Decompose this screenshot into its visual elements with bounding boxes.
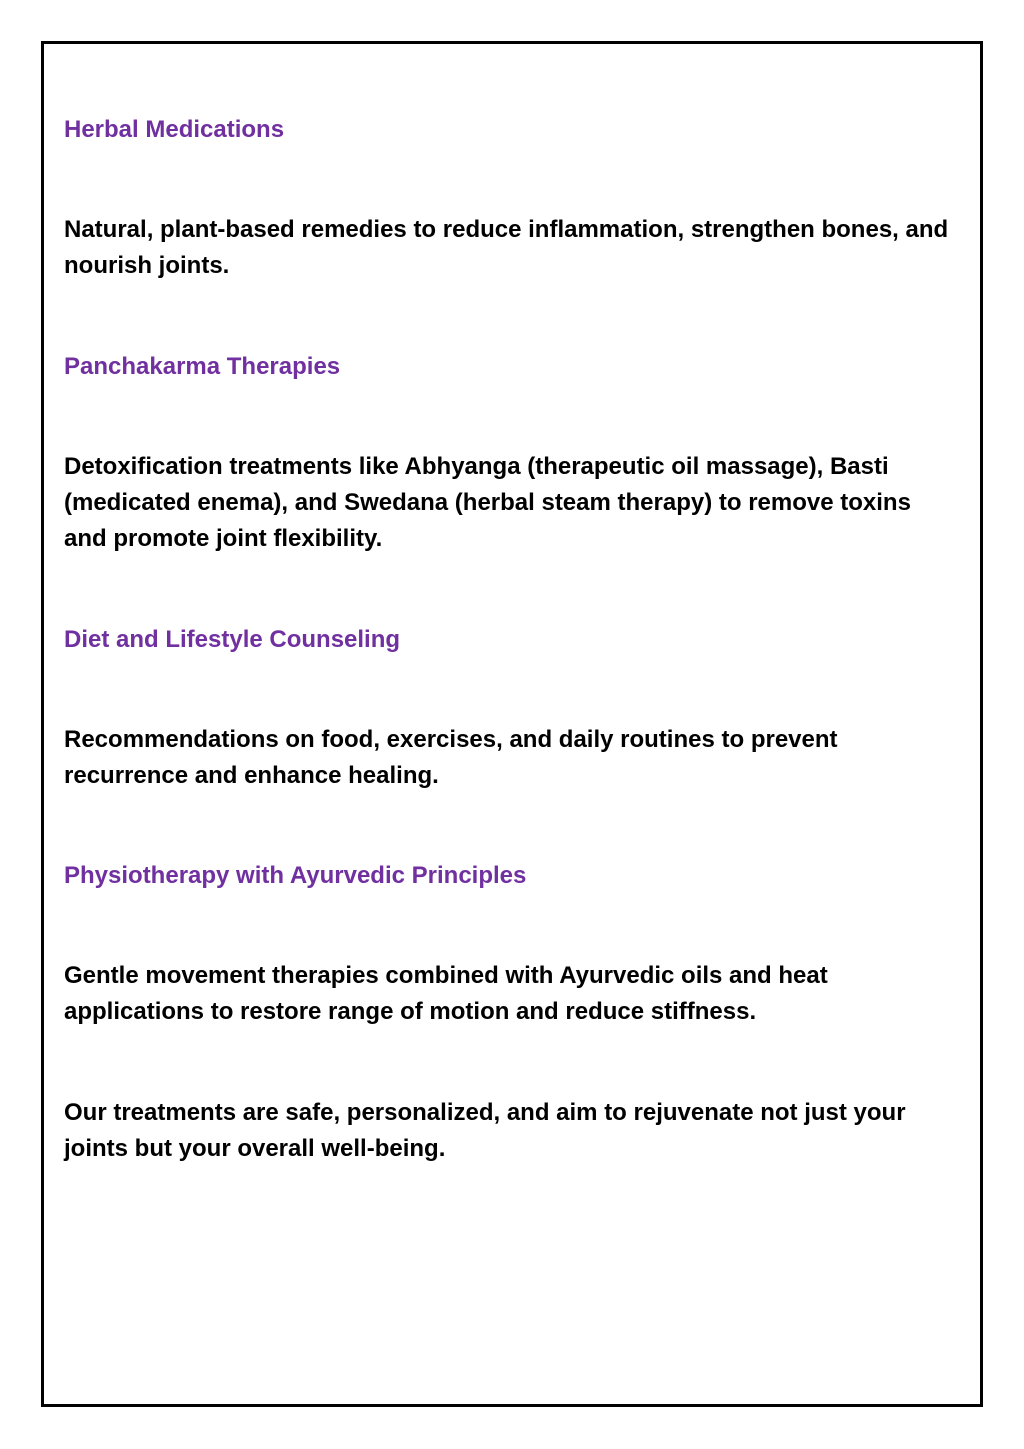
page-frame	[41, 41, 983, 1407]
paragraph-herbal-medications	[64, 212, 964, 284]
text-line: Gentle movement therapies combined with Ayurvedic oils and heat	[64, 962, 828, 989]
text-line: joints but your overall well-being.	[64, 1135, 446, 1162]
heading-diet-lifestyle: Diet and Lifestyle Counseling	[64, 626, 401, 653]
text-line: Recommendations on food, exercises, and daily routines to prevent	[64, 726, 838, 753]
heading-panchakarma-therapies: Panchakarma Therapies	[64, 353, 341, 380]
heading-physiotherapy: Physiotherapy with Ayurvedic Principles	[64, 862, 527, 889]
paragraph-panchakarma-therapies	[64, 449, 964, 557]
heading-herbal-medications: Herbal Medications	[64, 116, 285, 143]
text-line: applications to restore range of motion and reduce stiffness.	[64, 998, 757, 1025]
paragraph-physiotherapy	[64, 958, 964, 1030]
text-line: recurrence and enhance healing.	[64, 762, 439, 789]
text-line: and promote joint flexibility.	[64, 525, 383, 552]
closing-paragraph	[64, 1095, 964, 1167]
paragraph-diet-lifestyle	[64, 722, 964, 794]
text-line: Natural, plant-based remedies to reduce inflammation, strengthen bones, and	[64, 216, 949, 243]
text-line: Detoxification treatments like Abhyanga (therapeutic oil massage), Basti	[64, 453, 889, 480]
text-line: nourish joints.	[64, 252, 230, 279]
text-line: (medicated enema), and Swedana (herbal steam therapy) to remove toxins	[64, 489, 911, 516]
text-line: Our treatments are safe, personalized, and aim to rejuvenate not just your	[64, 1099, 906, 1126]
